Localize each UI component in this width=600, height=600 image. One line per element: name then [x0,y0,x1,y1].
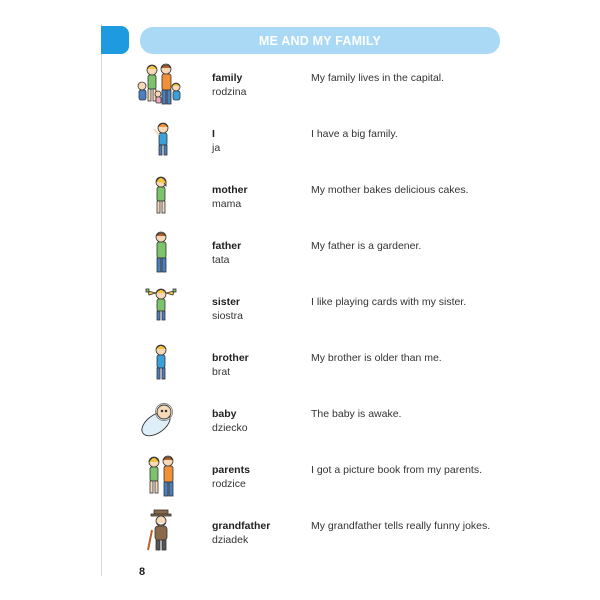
boy-waving-icon [130,116,194,174]
vocab-word: family [212,72,243,84]
mother-icon [130,172,194,230]
vocab-word: mother [212,184,248,196]
example-sentence: I like playing cards with my sister. [311,296,467,308]
section-tab [101,26,129,54]
example-sentence: The baby is awake. [311,408,402,420]
vocab-row-i [130,122,530,178]
example-sentence: My mother bakes delicious cakes. [311,184,469,196]
vocab-row-parents [130,458,530,514]
example-sentence: My brother is older than me. [311,352,442,364]
vocab-row-grandfather [130,514,530,570]
vocab-word: parents [212,464,250,476]
vocab-row-mother [130,178,530,234]
vocab-row-baby [130,402,530,458]
vocab-word: baby [212,408,237,420]
vocab-row-father [130,234,530,290]
vocab-translation: mama [212,198,242,210]
vocab-word: sister [212,296,241,308]
example-sentence: My father is a gardener. [311,240,422,252]
vocab-translation: tata [212,254,230,266]
father-icon [130,228,194,286]
page-number: 8 [139,566,146,578]
vocab-translation: dziecko [212,422,248,434]
vocab-word: I [212,128,215,140]
brother-icon [130,340,194,398]
grandfather-icon [130,508,194,566]
sister-icon [130,284,194,342]
vocab-word: brother [212,352,249,364]
vocab-word: grandfather [212,520,271,532]
vocab-translation: ja [212,142,221,154]
example-sentence: My grandfather tells really funny jokes. [311,520,491,532]
family-illustration-icon [130,60,194,118]
title-banner [140,27,500,54]
vocab-translation: rodzice [212,478,246,490]
vocab-row-brother [130,346,530,402]
baby-icon [130,396,194,454]
example-sentence: I got a picture book from my parents. [311,464,482,476]
vocab-word: father [212,240,242,252]
parents-icon [130,452,194,510]
vocab-row-sister [130,290,530,346]
example-sentence: I have a big family. [311,128,398,140]
margin-line [101,24,102,576]
example-sentence: My family lives in the capital. [311,72,445,84]
vocab-row-family [130,66,530,122]
vocab-translation: brat [212,366,231,378]
vocab-translation: dziadek [212,534,249,546]
vocab-translation: siostra [212,310,243,322]
page-title: ME AND MY FAMILY [258,33,382,48]
vocab-translation: rodzina [212,86,247,98]
